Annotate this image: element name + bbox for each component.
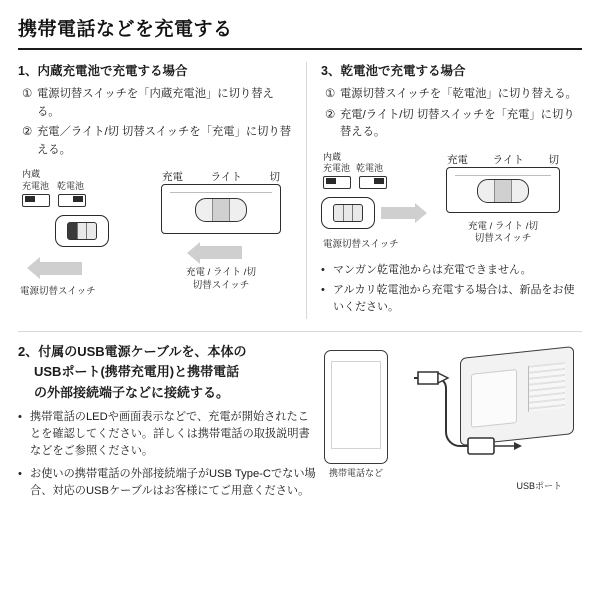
usb-cable-icon [318,342,578,492]
figure-label-top: 内蔵 [323,151,342,162]
section-2-heading [18,342,318,402]
section-2 [18,342,582,505]
caption-line-2: 切替スイッチ [192,279,250,291]
label-charge: 充電 [447,153,468,166]
list-item [321,282,582,315]
switch-inner-icon [333,204,363,222]
list-item [18,466,318,501]
toggle-icons [18,194,146,207]
charge-switch-caption [437,221,569,247]
section-3-steps [321,86,582,142]
power-switch-figure [18,169,146,298]
step-number: ② [22,126,33,139]
section-3 [315,62,582,319]
toggle-dry-icon [58,194,86,207]
switch-body-icon [55,215,109,247]
section-2-illustration [318,342,582,505]
list-item [325,107,582,142]
step-number: ② [325,108,336,121]
figure-labels [18,181,146,193]
panel-slot-icon [195,198,247,222]
bullet-icon: • [321,284,325,297]
list-item [321,262,582,279]
note-text: お使いの携帯電話の外部接続端子がUSB Type-Cでない場合、対応のUSBケーブルはお客様にてご用意ください。 [30,467,316,498]
heading-line-3: の外部接続端子などに接続する。 [34,384,230,400]
step-text: 充電/ライト/切 切替スイッチを「充電」に切り替える。 [340,108,575,139]
illustration [318,342,578,492]
toggle-builtin-icon [323,176,351,189]
arrow-left-wrap-2 [146,246,296,259]
page-title: 携帯電話などを充電する [18,19,233,40]
figure-label-top: 内蔵 [22,169,41,180]
section-2-notes [18,409,318,501]
label-off: 切 [269,171,280,184]
caption-line-1: 充電 / ライト /切 [186,267,256,279]
label-dry-battery: 乾電池 [356,163,384,174]
note-text: 携帯電話のLEDや画面表示などで、充電が開始されたことを確認してください。詳しくは携帯電話の取扱説明書などをご参照ください。 [30,410,310,458]
heading-line-1: 2、付属のUSB電源ケーブルを、本体の [18,344,247,360]
column-divider [306,62,307,319]
figure-labels [321,163,437,175]
phone-caption: 携帯電話など [328,468,383,479]
label-charge: 充電 [162,171,183,184]
right-arrow-icon [381,207,415,219]
left-arrow-icon [40,262,82,275]
power-switch-figure-2 [321,152,437,252]
step-number: ① [22,88,33,101]
label-light: ライト [492,153,524,166]
section-3-heading: 3、乾電池で充電する場合 [321,64,466,78]
list-item [22,86,296,121]
charge-switch-figure-2 [437,152,569,247]
list-item [22,124,296,159]
power-switch-caption: 電源切替スイッチ [323,239,399,250]
charge-switch-labels [162,169,280,184]
section-3-figures [321,152,582,252]
panel-wrap [437,167,569,213]
switch-graphic-row [321,197,437,229]
toggle-dry-icon [359,176,387,189]
usb-port-caption: USBポート [516,481,562,492]
switch-inner-icon [67,222,97,240]
charge-switch-labels [447,152,559,167]
section-divider [18,331,582,332]
step-number: ① [325,88,336,101]
toggle-builtin-icon [22,194,50,207]
panel-wrap [146,184,296,234]
section-1-steps [18,86,296,159]
caption-line-1: 充電 / ライト /切 [468,220,538,232]
label-builtin-battery: 充電池 [22,180,50,191]
step-text: 充電／ライト/切 切替スイッチを「充電」に切り替える。 [37,126,292,156]
toggle-icons [321,176,437,189]
step-text: 電源切替スイッチを「乾電池」に切り替える。 [340,88,577,101]
section-1-figures [18,169,296,298]
label-dry-battery: 乾電池 [57,180,85,191]
heading-line-2: USBポート(携帯充電用)と携帯電話 [34,364,240,380]
title-divider [18,48,582,50]
label-off: 切 [548,153,559,166]
step-text: 電源切替スイッチを「内蔵充電池」に切り替える。 [37,88,274,118]
switch-graphic [18,215,146,252]
label-light: ライト [210,171,242,184]
switch-body-icon [321,197,375,229]
charge-panel-icon [161,184,281,234]
charge-switch-caption [146,267,296,293]
note-text: アルカリ乾電池から充電する場合は、新品をお使いください。 [333,284,575,313]
bullet-icon: • [321,263,325,276]
left-arrow-icon [200,246,242,259]
section-3-notes [321,262,582,316]
list-item [325,86,582,104]
note-text: マンガン乾電池からは充電できません。 [333,263,532,276]
bullet-icon: • [18,467,22,480]
caption-line-2: 切替スイッチ [474,233,532,245]
bullet-icon: • [18,410,22,423]
section-1-heading: 1、内蔵充電池で充電する場合 [18,64,188,78]
arrow-left-wrap [40,262,146,280]
section-1 [18,62,306,319]
section-2-text [18,342,318,505]
panel-slot-icon [477,179,529,203]
charge-switch-figure [146,169,296,293]
list-item [18,409,318,461]
charge-panel-icon [446,167,560,213]
top-columns [18,62,582,319]
label-builtin-battery: 充電池 [323,163,351,174]
power-switch-caption: 電源切替スイッチ [20,285,96,297]
